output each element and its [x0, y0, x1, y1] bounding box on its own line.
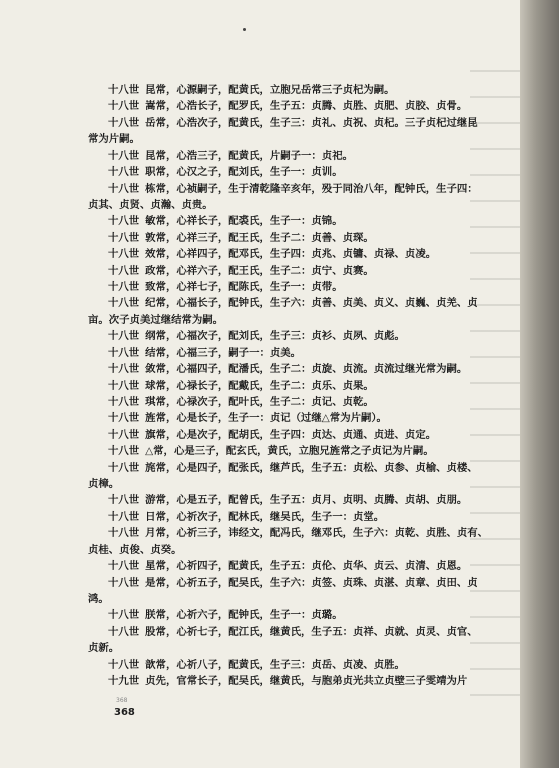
generation-label: 十八世 [108, 347, 140, 359]
entry-line [88, 544, 182, 557]
generation-label: 十八世 [108, 265, 140, 277]
entry-line [108, 166, 343, 179]
entry-text: 贞樟。 [88, 478, 120, 490]
generation-label: 十八世 [108, 150, 140, 162]
generation-label: 十八世 [108, 380, 140, 392]
entry-line [108, 347, 301, 360]
entry-text: 旗常，心是次子，配胡氏，生子四：贞达、贞通、贞进、贞定。 [145, 429, 437, 441]
entry-line [108, 445, 434, 458]
entry-line [108, 297, 478, 310]
entry-line [108, 412, 387, 425]
entry-line [108, 248, 436, 261]
entry-text: 贞其、贞贤、贞瀚、贞贵。 [88, 199, 213, 211]
entry-text: 旄常，心是四子，配张氏，继芦氏，生子五：贞松、贞参、贞榆、贞楼、 [145, 462, 478, 474]
entry-line [108, 150, 353, 163]
entry-text: 常为片嗣。 [88, 133, 140, 145]
entry-line [108, 626, 478, 639]
entry-line [88, 642, 119, 655]
entry-line [108, 675, 467, 688]
entry-text: 致常，心祥七子，配陈氏，生子一：贞带。 [145, 281, 343, 293]
generation-label: 十八世 [108, 659, 140, 671]
entry-line [108, 527, 488, 540]
generation-label: 十八世 [108, 248, 140, 260]
entry-text: 月常，心祈三子，讳经文，配冯氏，继邓氏，生子六：贞乾、贞胜、贞有、 [145, 527, 489, 539]
page-number-ghost: 368 [116, 697, 128, 704]
entry-line [88, 593, 109, 606]
entry-text: 琪常，心禄次子，配叶氏，生子二：贞记、贞乾。 [145, 396, 374, 408]
page-number: 368 [114, 707, 135, 718]
entry-line [108, 560, 467, 573]
generation-label: 十八世 [108, 363, 140, 375]
generation-label: 十八世 [108, 183, 140, 195]
entry-text: 股常，心祈七子，配江氏，继黄氏，生子五：贞祥、贞就、贞灵、贞官、 [145, 626, 478, 638]
generation-label: 十八世 [108, 511, 140, 523]
entry-line [108, 494, 467, 507]
entry-line [108, 117, 478, 130]
entry-line [108, 396, 374, 409]
bleed-through-text [470, 70, 520, 710]
generation-label: 十八世 [108, 609, 140, 621]
binding-shadow [520, 0, 559, 768]
entry-line [88, 478, 119, 491]
generation-label: 十八世 [108, 281, 140, 293]
entry-line [108, 265, 374, 278]
entry-text: 球常，心禄长子，配戴氏，生子二：贞乐、贞果。 [145, 380, 374, 392]
generation-label: 十八世 [108, 445, 140, 457]
generation-label: 十八世 [108, 100, 140, 112]
entry-text: 职常，心汉之子，配刘氏，生子一：贞训。 [145, 166, 343, 178]
entry-text: △常，心是三子，配玄氏，黄氏，立胞兄旌常之子贞记为片嗣。 [145, 445, 434, 457]
entry-line [108, 330, 405, 343]
entry-line [108, 659, 405, 672]
generation-label: 十八世 [108, 117, 140, 129]
generation-label: 十八世 [108, 412, 140, 424]
generation-label: 十八世 [108, 396, 140, 408]
ink-speck [243, 28, 246, 31]
entry-text: 昆常，心源嗣子，配黄氏，立胞兄岳常三子贞杞为嗣。 [145, 84, 395, 96]
generation-label: 十八世 [108, 577, 140, 589]
entry-line [108, 281, 343, 294]
entry-text: 效常，心祥四子，配邓氏，生子四：贞兆、贞镛、贞禄、贞凌。 [145, 248, 437, 260]
entry-text: 岳常，心浩次子，配黄氏，生子三：贞礼、贞祝、贞杞。三子贞杞过继昆 [145, 117, 478, 129]
entry-text: 政常，心祥六子，配王氏，生子二：贞宁、贞赛。 [145, 265, 374, 277]
entry-text: 朕常，心祈六子，配钟氏，生子一：贞璐。 [145, 609, 343, 621]
entry-text: 贞先，官常长子，配吴氏，继黄氏，与胞弟贞光共立贞壁三子雯靖为片 [145, 675, 468, 687]
generation-label: 十八世 [108, 84, 140, 96]
entry-line [108, 462, 478, 475]
generation-label: 十八世 [108, 462, 140, 474]
entry-text: 贞新。 [88, 642, 120, 654]
entry-text: 亩。次子贞美过继结常为嗣。 [88, 314, 224, 326]
entry-text: 旌常，心是长子，生子一：贞记（过继△常为片嗣）。 [145, 412, 387, 424]
entry-text: 鸿。 [88, 593, 109, 605]
entry-line [108, 511, 384, 524]
generation-label: 十八世 [108, 232, 140, 244]
entry-text: 敦常，心祥三子，配王氏，生子二：贞善、贞琛。 [145, 232, 374, 244]
entry-line [108, 232, 374, 245]
generation-label: 十八世 [108, 626, 140, 638]
entry-line [108, 380, 374, 393]
generation-label: 十八世 [108, 560, 140, 572]
generation-label: 十九世 [108, 675, 140, 687]
generation-label: 十八世 [108, 330, 140, 342]
entry-line [108, 215, 343, 228]
entry-text: 嵩常，心浩长子，配罗氏，生子五：贞腾、贞胜、贞肥、贞胶、贞骨。 [145, 100, 468, 112]
generation-label: 十八世 [108, 297, 140, 309]
entry-line [108, 100, 467, 113]
entry-line [108, 609, 343, 622]
entry-text: 纪常，心福长子，配钟氏，生子六：贞善、贞美、贞义、贞巍、贞羌、贞 [145, 297, 478, 309]
entry-line [108, 429, 436, 442]
entry-text: 是常，心祈五子，配吴氏，生子六：贞签、贞珠、贞湛、贞章、贞田、贞 [145, 577, 478, 589]
entry-text: 敏常，心祥长子，配裘氏，生子一：贞锦。 [145, 215, 343, 227]
entry-line [108, 183, 478, 196]
entry-text: 纲常，心福次子，配刘氏，生子三：贞衫、贞夙、贞彪。 [145, 330, 405, 342]
entry-text: 结常，心福三子，嗣子一：贞美。 [145, 347, 302, 359]
entry-text: 歆常，心祈八子，配黄氏，生子三：贞岳、贞凌、贞胜。 [145, 659, 405, 671]
entry-text: 游常，心是五子，配曾氏，生子五：贞月、贞明、贞腾、贞胡、贞朋。 [145, 494, 468, 506]
entry-line [88, 314, 223, 327]
entry-line [108, 577, 478, 590]
entry-text: 敛常，心福四子，配潘氏，生子二：贞旋、贞流。贞流过继光常为嗣。 [145, 363, 468, 375]
entry-line [88, 133, 140, 146]
entry-text: 星常，心祈四子，配黄氏，生子五：贞伦、贞华、贞云、贞清、贞恩。 [145, 560, 468, 572]
generation-label: 十八世 [108, 527, 140, 539]
entry-text: 贞桂、贞俊、贞癸。 [88, 544, 182, 556]
entry-line [108, 363, 467, 376]
entry-text: 昆常，心浩三子，配黄氏，片嗣子一：贞祀。 [145, 150, 353, 162]
entry-text: 日常，心祈次子，配林氏，继吴氏，生子一：贞堂。 [145, 511, 385, 523]
entry-text: 栋常，心祯嗣子，生于清乾隆辛亥年，殁于同治八年，配钟氏，生子四： [145, 183, 478, 195]
generation-label: 十八世 [108, 494, 140, 506]
generation-label: 十八世 [108, 429, 140, 441]
entry-line [88, 199, 213, 212]
generation-label: 十八世 [108, 215, 140, 227]
entry-line [108, 84, 395, 97]
generation-label: 十八世 [108, 166, 140, 178]
